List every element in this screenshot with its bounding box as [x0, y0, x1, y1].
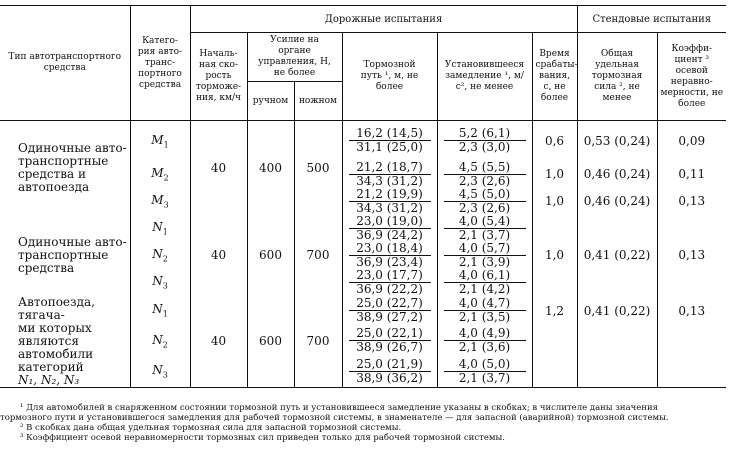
table-row [0, 121, 726, 161]
specific-force-cell: 0,41 (0,22) [577, 296, 657, 326]
footnote-1-line-1: ¹ Для автомобилей в снаряженном состоянии тормозной путь и установившееся замедление указаны в скобках; в числителе даны значения [20, 403, 658, 413]
braking-distance-cell: 25,0 (22,7) 38,9 (27,2) [342, 296, 437, 326]
manual-effort-cell: 600 [247, 296, 294, 388]
response-time-cell: 1,0 [532, 161, 577, 188]
coef-cell: 0,13 [657, 188, 726, 215]
coef-cell [657, 269, 726, 296]
vehicle-type: Одиночные авто-транспортные средства [18, 234, 127, 275]
category-cell: $N_2$ [130, 326, 190, 356]
header-coef: Коэффи-циент ³ осевой неравно-мерности, не более [657, 33, 726, 121]
response-time-cell: 0,6 [532, 121, 577, 161]
header-type: Тип автотранспортного средства [0, 6, 130, 121]
coef-cell: 0,09 [657, 121, 726, 161]
deceleration-cell: 5,2 (6,1) 2,3 (3,0) [437, 121, 532, 161]
header-manual: ручном [247, 82, 294, 121]
response-time-cell [532, 215, 577, 242]
header-specific-force: Общая удельная тормозная сила ², не менее [577, 33, 657, 121]
response-time-cell [532, 326, 577, 356]
specific-force-cell: 0,46 (0,24) [577, 188, 657, 215]
braking-distance-cell: 23,0 (19,0) 36,9 (24,2) [342, 215, 437, 242]
response-time-cell: 1,0 [532, 188, 577, 215]
footnote-1-line-2: тормозного пути и установившегося замедления для рабочей тормозной системы, в знаменателе — для запасной (аварийной) тормозной системы. [0, 413, 669, 423]
category-cell: $M_2$ [130, 161, 190, 188]
header-initial-speed: Началь-ная ско-рость торможе-ния, км/ч [190, 33, 247, 121]
header-deceleration: Установившееся замедление ¹, м/с², не менее [437, 33, 532, 121]
coef-cell [657, 215, 726, 242]
specific-force-cell: 0,41 (0,22) [577, 242, 657, 269]
deceleration-cell: 4,0 (4,7) 2,1 (3,5) [437, 296, 532, 326]
header-foot: ножном [294, 82, 342, 121]
category-cell: $N_3$ [130, 269, 190, 296]
deceleration-cell: 4,0 (6,1) 2,1 (4,2) [437, 269, 532, 296]
coef-cell [657, 326, 726, 356]
deceleration-cell: 4,0 (5,7) 2,1 (3,9) [437, 242, 532, 269]
braking-distance-cell: 21,2 (19,9) 34,3 (31,2) [342, 188, 437, 215]
footnote-2: ² В скобках дана общая удельная тормозная сила для запасной тормозной системы. [20, 423, 402, 433]
table-row [0, 296, 726, 326]
foot-effort-cell: 700 [294, 296, 342, 388]
coef-cell: 0,13 [657, 296, 726, 326]
foot-effort-cell: 700 [294, 215, 342, 296]
response-time-cell: 1,0 [532, 242, 577, 269]
coef-cell [657, 356, 726, 387]
specific-force-cell [577, 215, 657, 242]
coef-cell: 0,13 [657, 242, 726, 269]
vehicle-type: Одиночные авто-транспортные средства и автопоезда [18, 140, 127, 194]
vehicle-type: Автопоезда, тягача- ми которых являются автомобили категорий N₁, N₂, N₃ [18, 294, 95, 387]
category-cell: $M_3$ [130, 188, 190, 215]
header-effort: Усилие на органе управления, Н, не более [247, 33, 342, 82]
manual-effort-cell: 400 [247, 121, 294, 215]
specific-force-cell [577, 326, 657, 356]
header-road-tests: Дорожные испытания [190, 6, 577, 33]
deceleration-cell: 4,5 (5,5) 2,3 (2,6) [437, 161, 532, 188]
specific-force-cell [577, 269, 657, 296]
initial-speed-cell: 40 [190, 296, 247, 388]
category-cell: $M_1$ [130, 121, 190, 161]
foot-effort-cell: 500 [294, 121, 342, 215]
initial-speed-cell: 40 [190, 121, 247, 215]
initial-speed-cell: 40 [190, 215, 247, 296]
braking-distance-cell: 23,0 (17,7) 36,9 (22,2) [342, 269, 437, 296]
response-time-cell: 1,2 [532, 296, 577, 326]
deceleration-cell: 4,0 (5,0) 2,1 (3,7) [437, 356, 532, 387]
category-cell: $N_1$ [130, 296, 190, 326]
deceleration-cell: 4,5 (5,0) 2,3 (2,6) [437, 188, 532, 215]
deceleration-cell: 4,0 (4,9) 2,1 (3,6) [437, 326, 532, 356]
braking-distance-cell: 21,2 (18,7) 34,3 (31,2) [342, 161, 437, 188]
deceleration-cell: 4,0 (5,4) 2,1 (3,7) [437, 215, 532, 242]
braking-distance-cell: 23,0 (18,4) 36,9 (23,4) [342, 242, 437, 269]
coef-cell: 0,11 [657, 161, 726, 188]
footnotes [0, 403, 726, 443]
brake-standards-table [0, 5, 726, 388]
category-cell: $N_1$ [130, 215, 190, 242]
specific-force-cell [577, 356, 657, 387]
footnote-3: ³ Коэффициент осевой неравномерности тормозных сил приведен только для рабочей тормозной системы. [20, 433, 505, 443]
header-category: Катего-рия авто-транс-портного средства [130, 6, 190, 121]
response-time-cell [532, 269, 577, 296]
header-response-time: Время срабаты-вания, с, не более [532, 33, 577, 121]
category-cell: $N_2$ [130, 242, 190, 269]
braking-distance-cell: 16,2 (14,5) 31,1 (25,0) [342, 121, 437, 161]
braking-distance-cell: 25,0 (21,9) 38,9 (36,2) [342, 356, 437, 387]
header-stand-tests: Стендовые испытания [577, 6, 726, 33]
braking-distance-cell: 25,0 (22,1) 38,9 (26,7) [342, 326, 437, 356]
manual-effort-cell: 600 [247, 215, 294, 296]
category-cell: $N_3$ [130, 356, 190, 387]
table-row [0, 215, 726, 242]
header-braking-distance: Тормозной путь ¹, м, не более [342, 33, 437, 121]
specific-force-cell: 0,53 (0,24) [577, 121, 657, 161]
response-time-cell [532, 356, 577, 387]
specific-force-cell: 0,46 (0,24) [577, 161, 657, 188]
